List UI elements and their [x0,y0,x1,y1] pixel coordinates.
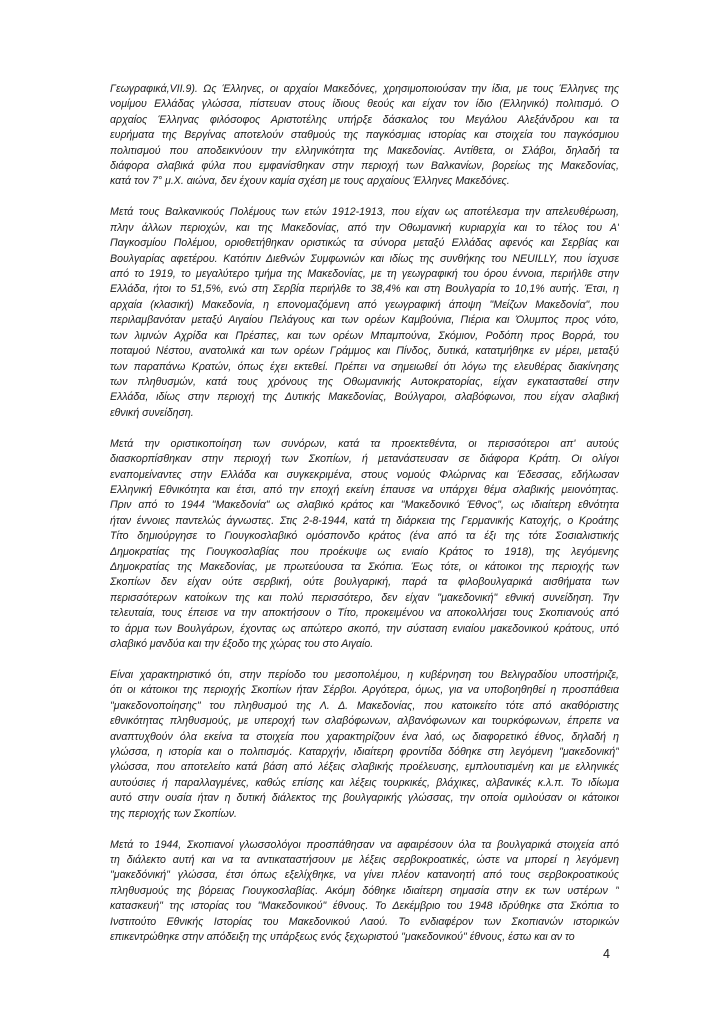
text-line: το άρμα των Βουλγάρων, έχοντας ως απώτερο σκοπό, την σύσταση ενιαίου μακεδονικού κράτους, υπό [110,622,619,635]
text-line: αρχαίος Έλληνας φιλόσοφος Αριστοτέλης υπήρξε δάσκαλος του Μεγάλου Αλεξάνδρου και τα [110,113,619,126]
text-line: των λιμνών Αχρίδα και Πρέσπες, και των ορέων Μπαμπούνα, Σκόμιον, Ροδόπη προς Βορρά, του [110,329,619,342]
paragraph [110,838,619,946]
paragraph [110,668,619,822]
text-line: πλην άλλων περιοχών, και της Μακεδονίας, από την Οθωμανική κυριαρχία και το τέλος του Α' [110,221,619,234]
text-line: πολιτισμού που αποδεικνύουν την ελληνικότητα της Μακεδονίας. Αντίθετα, οι Σλάβοι, δηλαδή τα [110,144,619,157]
text-line: Πριν από το 1944 "Μακεδονία" ως σλαβικό κράτος και "Μακεδονικό Έθνος", ως ιδιαίτερη εθνότητα [110,499,619,512]
text-line: αρχαία (κλασική) Μακεδονία, η επονομαζόμενη από γεωγραφική άποψη "Μείζων Μακεδονία", που [110,298,619,311]
text-line: των πληθυσμών, κατά τους χρόνους της Οθωμανικής Αυτοκρατορίας, είχαν εγκατασταθεί στην [110,375,619,388]
text-line: "μακεδονοποίησης" του πληθυσμού της Λ. Δ. Μακεδονίας, που κατοικείτο τότε από ακαθόριστης [110,699,619,712]
text-line: διασκορπίσθηκαν στην περιοχή των Σκοπίων, ή μετανάστευσαν σε διάφορα Κράτη. Οι ολίγοι [110,453,619,466]
text-line: ποταμού Νέστου, ανατολικά και των ορέων Γράμμος και Πίνδος, δυτικά, κατατμήθηκε εν μέρει, μεταξύ [110,345,619,358]
paragraph [110,437,619,653]
text-line: Βουλγαρίας αφετέρου. Κατόπιν Διεθνών Συμφωνιών και ιδίως της συνθήκης του NEUILLY, που ίσχυσε [110,252,619,265]
text-line: κατά τον 7° μ.Χ. αιώνα, δεν έχουν καμία σχέση με τους αρχαίους Έλληνες Μακεδόνες. [110,175,510,188]
text-line: αυτούσιες ή παραλλαγμένες, καθώς επίσης και λέξεις τουρκικές, βλάχικες, αλβανικές κ.λ.π. Το ιδίωμα [110,776,619,789]
text-line: εθνικότητας πληθυσμούς, με υπεροχή των σλαβόφωνων, αλβανόφωνων και τουρκόφωνων, έπρεπε να [110,715,619,728]
text-line: σλαβικό μανδύα και την έξοδο της χώρας του στο Αιγαίο. [110,638,374,650]
text-line: "μακεδόνική" γλώσσα, έτσι όπως εξελίχθηκε, να γίνει πλέον κατανοητή από τους σερβοκροατικούς [110,869,619,882]
text-line: Μετά το 1944, Σκοπιανοί γλωσσολόγοι προσπάθησαν να αφαιρέσουν όλα τα βουλγαρικά στοιχεία από [110,838,619,851]
text-line: περισσότερων κατοίκων της και πολύ περισσότερο, δεν είχαν "μακεδονική" εθνική συνείδηση. Την [110,591,619,604]
text-line: πληθυσμούς της βόρειας Γιουγκοσλαβίας. Ακόμη δόθηκε ιδιαίτερη σημασία στην εκ των υστέρων " [110,884,619,897]
text-line: της περιοχής των Σκοπίων. [110,807,237,820]
text-line: περιλαμβανόταν μεταξύ Αιγαίου Πελάγους και των ορέων Καμβούνια, Πιέρια και Όλυμπος προς νότο, [110,314,619,327]
text-line: αναπτυχθούν όλα εκείνα τα στοιχεία που χαρακτηρίζουν ένα λαό, ως διαφορετικό έθνος, δηλαδή η [110,730,619,743]
text-line: νομίμου Ελλάδας γλώσσα, πίστευαν στους ίδιους θεούς και είχαν τον ίδιο (Ελληνικό) πολιτισμό. Ο [110,98,619,111]
text-line: εθνική συνείδηση. [110,406,194,419]
text-line: ευρήματα της Βεργίνας αποτελούν σταθμούς της παγκόσμιας ιστορίας και στοιχεία του παγκόσμιου [110,129,619,142]
text-line: Ελληνική Εθνικότητα και έτσι, από την εποχή εκείνη έπαυσε να υπάρχει θέμα σλαβικής μειονότητας. [110,483,619,496]
paragraph [110,82,619,190]
text-line: ότι οι κάτοικοι της περιοχής Σκοπίων ήταν Σέρβοι. Αργότερα, όμως, για να υποβοηθηθεί η προσπάθεια [110,684,619,697]
document-body [110,82,619,961]
text-line: Δημοκρατίας της Γιουγκοσλαβίας που προέκυψε ως ενιαίο Κράτος το 1918), της λεγόμενης [110,545,619,558]
text-line: εναπομείναντες στην Ελλάδα και συγκεκριμένα, στους νομούς Φλώρινας και Έδεσσας, εδήλωσαν [110,468,619,481]
text-line: αυτό στην ουσία ήταν η δυτική διάλεκτος της βουλγαρικής γλώσσας, την οποία ομιλούσαν οι κάτοικοι [110,792,619,805]
text-line: των παραπάνω Κρατών, όπως έχει εκτεθεί. Πρέπει να σημειωθεί ότι λόγω της ελευθέρας διακίνησης [110,360,619,373]
text-line: Ελλάδα, ήτοι το 51,5%, ενώ στη Σερβία περιήλθε το 38,4% και στη Βουλγαρία το 10,1% αυτής. Έτσι, η [110,283,619,296]
text-line: Δημοκρατίας της Μακεδονίας, με πρωτεύουσα τα Σκόπια. Έως τότε, οι κάτοικοι της περιοχής των [110,560,619,573]
text-line: γλώσσα, που αποτελείτο κατά βάση από λέξεις σλαβικής προέλευσης, εμπλουτισμένη και με ελληνικές [110,761,619,774]
text-line: Ελλάδα, ιδίως στην περιοχή της Δυτικής Μακεδονίας, Βούλγαροι, σλαβόφωνοι, που είχαν σλαβική [110,391,619,404]
text-line: γλώσσα, η ιστορία και ο πολιτισμός. Καταρχήν, ιδιαίτερη φροντίδα δόθηκε στη λεγόμενη "μακεδονική" [110,746,619,759]
text-line: διάφορα σλαβικά φύλα που εμφανίσθηκαν στην περιοχή των Βαλκανίων, βορείως της Μακεδονίας, [110,160,619,173]
text-line: Γεωγραφικά,VII.9). Ως Έλληνες, οι αρχαίοι Μακεδόνες, χρησιμοποιούσαν την ίδια, με τους Έλληνες της [110,83,619,95]
text-line: Τίτο δημιούργησε το Γιουγκοσλαβικό ομόσπονδο κράτος (ένα από τα έξι της τότε Σοσιαλιστικής [110,530,619,543]
text-line: Ινστιτούτο Εθνικής Ιστορίας του Μακεδονικού Λαού. Το ενδιαφέρον των Σκοπιανών ιστορικών [110,915,619,928]
text-line: ήταν έννοιες παντελώς άγνωστες. Στις 2-8-1944, κατά τη διάρκεια της Γερμανικής Κατοχής, ο Κροάτης [110,514,619,527]
paragraph [110,205,619,421]
text-line: Παγκοσμίου Πολέμου, οριοθετήθηκαν οριστικώς τα σύνορα μεταξύ Ελλάδας αφενός και Σερβίας και [110,237,619,250]
text-line: επικεντρώθηκε στην απόδειξη της υπάρξεως ενός ξεχωριστού "μακεδονικού" έθνους, έστω και αν το [110,931,575,944]
text-line: τη διάλεκτο αυτή και να τα αντικαταστήσουν με λέξεις σερβοκροατικές, ώστε να μπορεί η λεγόμενη [110,854,619,867]
text-line: Μετά τους Βαλκανικούς Πολέμους των ετών 1912-1913, που είχαν ως αποτέλεσμα την απελευθέρωση, [110,206,619,219]
text-line: κατασκευή" της ιστορίας του "Μακεδονικού" έθνους. Το Δεκέμβριο του 1948 ιδρύθηκε στα Σκόπια το [110,900,619,913]
text-line: τελευταία, τους έπεισε να την αποκτήσουν ο Τίτο, προκειμένου να αποκολλήσει τους Σκοπιανούς από [110,607,619,620]
text-line: Σκοπίων δεν είχαν ούτε σερβική, ούτε βουλγαρική, παρά τα φιλοβουλγαρικά αισθήματα των [110,576,619,589]
text-line: Είναι χαρακτηριστικό ότι, στην περίοδο του μεσοπολέμου, η κυβέρνηση του Βελιγραδίου υποστήριζε, [110,669,619,681]
page-number: 4 [603,947,610,961]
text-line: από το 1919, το μεγαλύτερο τμήμα της Μακεδονίας, με τη γεωγραφική του όρου έννοια, περιήλθε στην [110,268,619,281]
text-line: Μετά την οριστικοποίηση των συνόρων, κατά τα προεκτεθέντα, οι περισσότεροι απ' αυτούς [110,437,619,450]
